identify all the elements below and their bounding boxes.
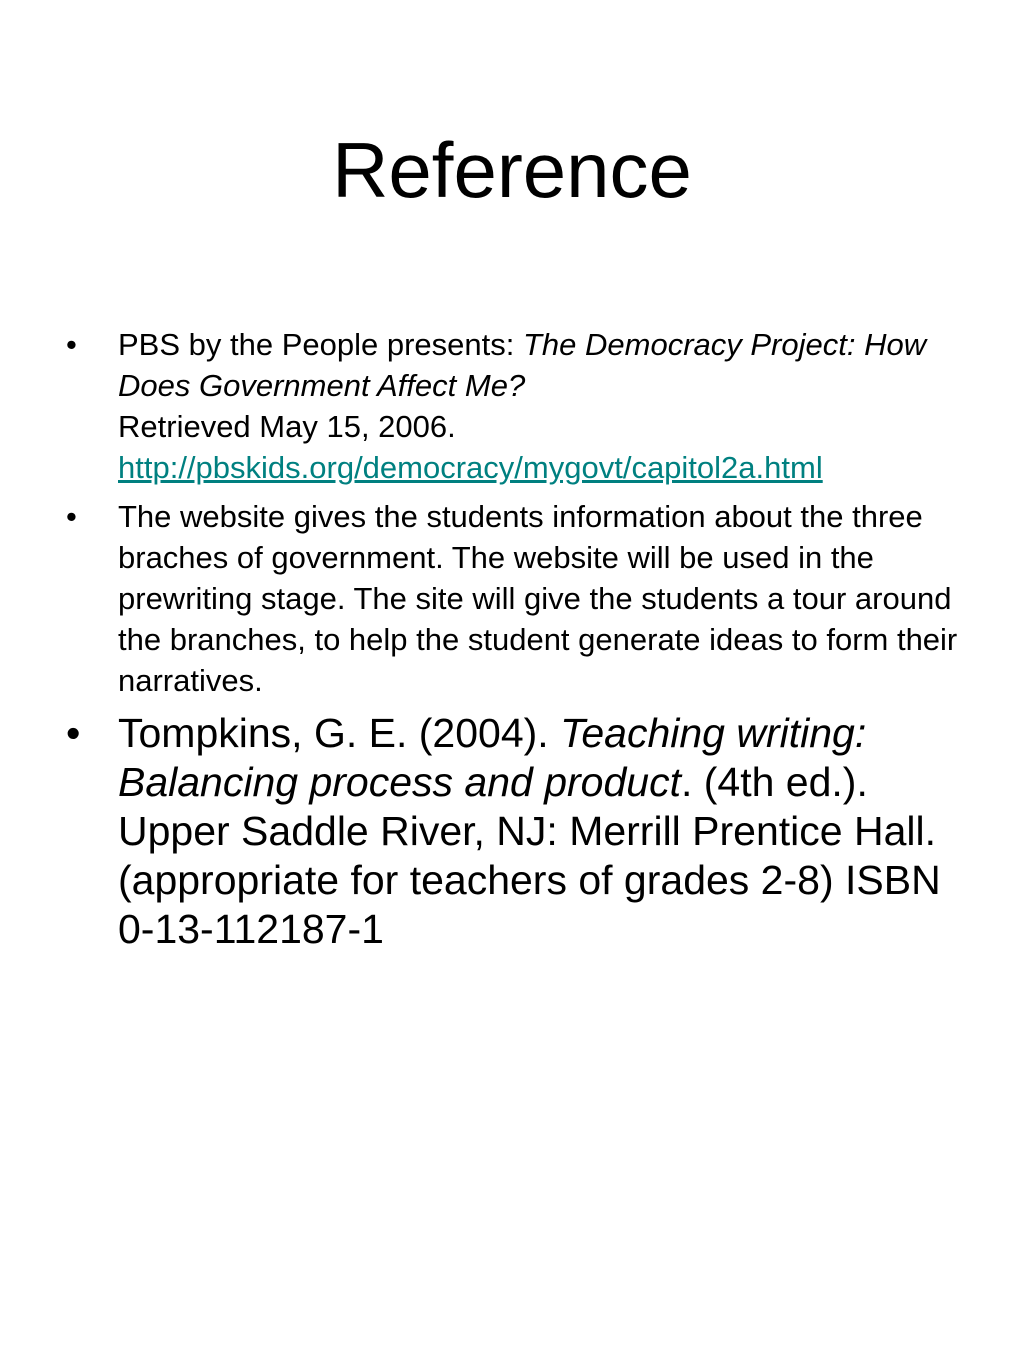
list-item	[66, 496, 968, 701]
reference-link[interactable]: http://pbskids.org/democracy/mygovt/capitol2a.html	[118, 450, 823, 485]
reference-lead-text: PBS by the People presents:	[118, 327, 523, 362]
reference-list	[66, 324, 968, 962]
list-item	[66, 324, 968, 488]
reference-lead-text: Tompkins, G. E. (2004).	[118, 710, 561, 756]
bullet-icon: •	[66, 710, 81, 756]
bullet-icon: •	[66, 499, 77, 534]
retrieved-text: Retrieved May 15, 2006.	[118, 409, 456, 444]
reference-title-italic: The Democracy Project: How Does Government Affect Me?	[118, 327, 927, 403]
slide-title: Reference	[332, 126, 692, 214]
bullet-icon: •	[66, 327, 77, 362]
reference-publication-text: . (4th ed.). Upper Saddle River, NJ: Merrill Prentice Hall. (appropriate for teachers of grades 2-8) ISBN 0-13-112187-1	[118, 759, 941, 952]
list-item	[66, 709, 968, 954]
website-description: The website gives the students information about the three braches of government. The website will be used in the prewriting stage. The site will give the students a tour around the branches, to help the student generate ideas to form their narratives.	[118, 499, 958, 698]
reference-title-italic: Teaching writing: Balancing process and product	[118, 710, 867, 805]
